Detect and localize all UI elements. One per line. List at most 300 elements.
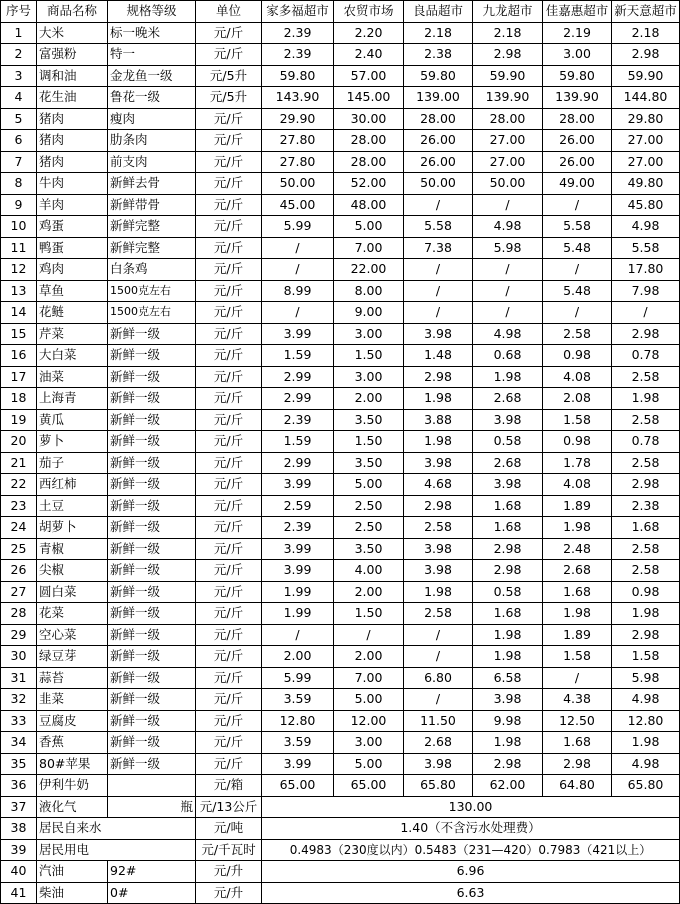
- table-cell: 2.98: [473, 753, 543, 775]
- table-cell: 2.39: [262, 517, 334, 539]
- table-row: [1, 753, 680, 775]
- table-cell: 144.80: [612, 87, 680, 109]
- table-cell: 17: [1, 366, 37, 388]
- table-cell: 标一晚米: [108, 22, 196, 44]
- table-cell: 1.98: [404, 431, 473, 453]
- table-cell: 0.4983（230度以内）0.5483（231—420）0.7983（421以上）: [262, 839, 680, 861]
- table-cell: 5.99: [262, 216, 334, 238]
- table-cell: /: [473, 194, 543, 216]
- table-cell: 2.98: [473, 560, 543, 582]
- table-row: [1, 44, 680, 66]
- table-cell: 26: [1, 560, 37, 582]
- table-cell: 3.99: [262, 753, 334, 775]
- table-cell: 80#苹果: [37, 753, 108, 775]
- table-cell: 花菜: [37, 603, 108, 625]
- table-cell: 139.00: [404, 87, 473, 109]
- table-cell: 2.98: [473, 44, 543, 66]
- table-cell: 3.99: [262, 323, 334, 345]
- table-cell: 元/斤: [196, 452, 262, 474]
- table-cell: 2.98: [612, 474, 680, 496]
- table-cell: 0.98: [612, 581, 680, 603]
- table-cell: 65.80: [612, 775, 680, 797]
- table-cell: 1.78: [543, 452, 612, 474]
- table-cell: 41: [1, 882, 37, 904]
- table-cell: 元/斤: [196, 624, 262, 646]
- table-row: [1, 409, 680, 431]
- table-cell: 居民用电: [37, 839, 196, 861]
- table-cell: 元/斤: [196, 603, 262, 625]
- table-cell: 65.00: [334, 775, 404, 797]
- table-cell: 2.98: [543, 753, 612, 775]
- table-cell: 13: [1, 280, 37, 302]
- table-cell: 5.00: [334, 689, 404, 711]
- table-cell: 3.98: [404, 538, 473, 560]
- table-body: [1, 22, 680, 904]
- table-cell: 0.98: [543, 431, 612, 453]
- table-cell: /: [543, 302, 612, 324]
- table-cell: 1.98: [404, 581, 473, 603]
- table-cell: 元/斤: [196, 173, 262, 195]
- table-cell: 3.59: [262, 689, 334, 711]
- table-cell: 鸡肉: [37, 259, 108, 281]
- table-cell: 新鲜一级: [108, 646, 196, 668]
- table-cell: 27.00: [612, 151, 680, 173]
- table-cell: /: [262, 302, 334, 324]
- table-cell: 35: [1, 753, 37, 775]
- table-cell: 0.58: [473, 431, 543, 453]
- table-cell: 3.00: [334, 732, 404, 754]
- table-cell: 7.38: [404, 237, 473, 259]
- table-cell: 9.00: [334, 302, 404, 324]
- table-cell: 9.98: [473, 710, 543, 732]
- table-cell: 33: [1, 710, 37, 732]
- table-cell: 元/斤: [196, 366, 262, 388]
- table-row: [1, 302, 680, 324]
- table-cell: 5.00: [334, 216, 404, 238]
- table-cell: 1.68: [612, 517, 680, 539]
- table-cell: 芹菜: [37, 323, 108, 345]
- table-cell: 1.68: [473, 603, 543, 625]
- table-cell: 4.98: [612, 689, 680, 711]
- table-cell: 45.00: [262, 194, 334, 216]
- table-cell: 16: [1, 345, 37, 367]
- table-cell: 2.00: [334, 581, 404, 603]
- table-cell: 前支肉: [108, 151, 196, 173]
- table-cell: 元/斤: [196, 108, 262, 130]
- table-cell: 1.98: [543, 603, 612, 625]
- table-cell: 元/升: [196, 882, 262, 904]
- table-cell: 4.00: [334, 560, 404, 582]
- table-cell: 新鲜完整: [108, 237, 196, 259]
- table-cell: 1500克左右: [108, 280, 196, 302]
- table-cell: 2.99: [262, 366, 334, 388]
- table-cell: 2.58: [404, 603, 473, 625]
- table-cell: 12.80: [612, 710, 680, 732]
- table-cell: 4.98: [473, 323, 543, 345]
- table-cell: 28.00: [334, 151, 404, 173]
- table-cell: 胡萝卜: [37, 517, 108, 539]
- table-cell: 36: [1, 775, 37, 797]
- table-cell: 元/斤: [196, 689, 262, 711]
- table-cell: 新鲜一级: [108, 624, 196, 646]
- table-row: [1, 796, 680, 818]
- table-cell: /: [404, 302, 473, 324]
- table-cell: 8.00: [334, 280, 404, 302]
- table-cell: 3.88: [404, 409, 473, 431]
- table-cell: 韭菜: [37, 689, 108, 711]
- table-cell: 2.58: [543, 323, 612, 345]
- table-cell: 1.48: [404, 345, 473, 367]
- table-cell: 元/斤: [196, 732, 262, 754]
- table-cell: 5.58: [543, 216, 612, 238]
- table-cell: 元/斤: [196, 538, 262, 560]
- table-cell: 元/斤: [196, 302, 262, 324]
- table-row: [1, 710, 680, 732]
- table-cell: 1.99: [262, 603, 334, 625]
- table-cell: 5.98: [473, 237, 543, 259]
- table-cell: 7.00: [334, 667, 404, 689]
- table-cell: 49.00: [543, 173, 612, 195]
- table-cell: 液化气: [37, 796, 108, 818]
- table-cell: 1.68: [543, 581, 612, 603]
- table-cell: 白条鸡: [108, 259, 196, 281]
- table-cell: 29: [1, 624, 37, 646]
- table-cell: 4.98: [612, 753, 680, 775]
- table-row: [1, 818, 680, 840]
- table-cell: 1.98: [473, 646, 543, 668]
- table-cell: 1.68: [473, 495, 543, 517]
- table-cell: 57.00: [334, 65, 404, 87]
- table-cell: 元/斤: [196, 151, 262, 173]
- table-cell: 2.58: [612, 452, 680, 474]
- table-cell: 柴油: [37, 882, 108, 904]
- table-cell: 新鲜一级: [108, 753, 196, 775]
- table-cell: 1: [1, 22, 37, 44]
- table-cell: 130.00: [262, 796, 680, 818]
- table-cell: 2.39: [262, 22, 334, 44]
- table-cell: 20: [1, 431, 37, 453]
- table-cell: 2.39: [262, 409, 334, 431]
- table-cell: 茄子: [37, 452, 108, 474]
- table-cell: /: [612, 302, 680, 324]
- table-cell: 元/斤: [196, 194, 262, 216]
- table-cell: 6.58: [473, 667, 543, 689]
- table-cell: 5.99: [262, 667, 334, 689]
- table-cell: 27.00: [612, 130, 680, 152]
- table-cell: 27.80: [262, 151, 334, 173]
- table-cell: /: [543, 667, 612, 689]
- table-cell: 11.50: [404, 710, 473, 732]
- table-cell: 1.98: [612, 388, 680, 410]
- table-cell: 2.19: [543, 22, 612, 44]
- table-cell: 26.00: [404, 151, 473, 173]
- table-cell: 3.50: [334, 538, 404, 560]
- table-cell: 绿豆芽: [37, 646, 108, 668]
- table-row: [1, 237, 680, 259]
- table-row: [1, 775, 680, 797]
- table-cell: 1.98: [612, 603, 680, 625]
- table-cell: 1.68: [473, 517, 543, 539]
- table-cell: 1.50: [334, 431, 404, 453]
- table-cell: 1.89: [543, 495, 612, 517]
- header-cell: 规格等级: [108, 1, 196, 23]
- table-cell: 1.98: [612, 732, 680, 754]
- table-cell: 猪肉: [37, 108, 108, 130]
- table-cell: 元/斤: [196, 581, 262, 603]
- table-cell: 7.00: [334, 237, 404, 259]
- table-cell: 黄瓜: [37, 409, 108, 431]
- header-cell: 单位: [196, 1, 262, 23]
- table-row: [1, 345, 680, 367]
- table-cell: 油菜: [37, 366, 108, 388]
- table-cell: 18: [1, 388, 37, 410]
- table-cell: 1.50: [334, 603, 404, 625]
- table-row: [1, 130, 680, 152]
- table-cell: 1.98: [473, 366, 543, 388]
- table-cell: 2.50: [334, 517, 404, 539]
- table-cell: 28.00: [543, 108, 612, 130]
- table-cell: 元/斤: [196, 753, 262, 775]
- table-cell: 3.50: [334, 409, 404, 431]
- table-cell: 3.98: [404, 452, 473, 474]
- table-cell: 3: [1, 65, 37, 87]
- table-row: [1, 173, 680, 195]
- table-cell: 鸡蛋: [37, 216, 108, 238]
- table-cell: 21: [1, 452, 37, 474]
- table-cell: 3.99: [262, 560, 334, 582]
- table-row: [1, 667, 680, 689]
- header-cell: 序号: [1, 1, 37, 23]
- table-cell: 2: [1, 44, 37, 66]
- table-cell: /: [262, 237, 334, 259]
- table-cell: 29.80: [612, 108, 680, 130]
- table-cell: 30.00: [334, 108, 404, 130]
- table-cell: 羊肉: [37, 194, 108, 216]
- table-cell: 65.80: [404, 775, 473, 797]
- table-row: [1, 560, 680, 582]
- table-cell: 8: [1, 173, 37, 195]
- table-cell: 139.90: [543, 87, 612, 109]
- table-cell: 3.00: [543, 44, 612, 66]
- table-cell: 1500克左右: [108, 302, 196, 324]
- table-cell: 5.48: [543, 280, 612, 302]
- table-row: [1, 216, 680, 238]
- table-cell: 5.98: [612, 667, 680, 689]
- table-cell: 花鲢: [37, 302, 108, 324]
- table-cell: /: [404, 646, 473, 668]
- table-cell: 39: [1, 839, 37, 861]
- table-row: [1, 366, 680, 388]
- table-cell: 1.59: [262, 345, 334, 367]
- table-cell: 12.00: [334, 710, 404, 732]
- table-cell: 大米: [37, 22, 108, 44]
- table-cell: 新鲜一级: [108, 409, 196, 431]
- table-cell: /: [404, 194, 473, 216]
- table-cell: 元/斤: [196, 22, 262, 44]
- table-cell: 元/斤: [196, 409, 262, 431]
- table-cell: /: [473, 280, 543, 302]
- table-cell: 5.58: [612, 237, 680, 259]
- table-cell: 64.80: [543, 775, 612, 797]
- table-cell: 瘦肉: [108, 108, 196, 130]
- table-cell: 19: [1, 409, 37, 431]
- table-cell: 2.58: [612, 409, 680, 431]
- table-row: [1, 732, 680, 754]
- table-cell: 富强粉: [37, 44, 108, 66]
- table-cell: 2.38: [404, 44, 473, 66]
- table-cell: 0.58: [473, 581, 543, 603]
- table-cell: 元/斤: [196, 280, 262, 302]
- table-cell: 新鲜完整: [108, 216, 196, 238]
- table-row: [1, 474, 680, 496]
- table-cell: 1.98: [473, 624, 543, 646]
- table-cell: 15: [1, 323, 37, 345]
- table-cell: 新鲜一级: [108, 581, 196, 603]
- table-cell: 元/箱: [196, 775, 262, 797]
- header-cell: 九龙超市: [473, 1, 543, 23]
- table-cell: 22: [1, 474, 37, 496]
- table-cell: 1.58: [543, 409, 612, 431]
- table-row: [1, 517, 680, 539]
- table-cell: 新鲜一级: [108, 560, 196, 582]
- table-cell: 1.40（不含污水处理费）: [262, 818, 680, 840]
- table-cell: 香蕉: [37, 732, 108, 754]
- table-cell: 1.58: [543, 646, 612, 668]
- table-cell: 新鲜一级: [108, 603, 196, 625]
- table-cell: 139.90: [473, 87, 543, 109]
- table-cell: /: [543, 194, 612, 216]
- table-cell: 4: [1, 87, 37, 109]
- table-cell: 25: [1, 538, 37, 560]
- table-row: [1, 108, 680, 130]
- table-cell: 59.80: [404, 65, 473, 87]
- table-cell: 空心菜: [37, 624, 108, 646]
- table-cell: 12.80: [262, 710, 334, 732]
- table-cell: 金龙鱼一级: [108, 65, 196, 87]
- table-cell: 7.98: [612, 280, 680, 302]
- table-row: [1, 882, 680, 904]
- table-cell: 2.39: [262, 44, 334, 66]
- table-cell: 4.08: [543, 474, 612, 496]
- table-cell: /: [473, 259, 543, 281]
- table-row: [1, 194, 680, 216]
- table-cell: 上海青: [37, 388, 108, 410]
- table-cell: 3.98: [473, 474, 543, 496]
- table-cell: 1.99: [262, 581, 334, 603]
- table-cell: /: [404, 689, 473, 711]
- header-cell: 农贸市场: [334, 1, 404, 23]
- table-cell: 0.98: [543, 345, 612, 367]
- table-cell: 特一: [108, 44, 196, 66]
- table-cell: 2.20: [334, 22, 404, 44]
- table-cell: 1.98: [473, 732, 543, 754]
- table-cell: 6: [1, 130, 37, 152]
- table-row: [1, 280, 680, 302]
- table-cell: 50.00: [473, 173, 543, 195]
- table-cell: 2.58: [612, 538, 680, 560]
- table-cell: [108, 775, 196, 797]
- table-row: [1, 646, 680, 668]
- table-cell: 28.00: [404, 108, 473, 130]
- table-cell: 伊利牛奶: [37, 775, 108, 797]
- table-cell: 2.58: [612, 366, 680, 388]
- header-row: [1, 1, 680, 23]
- table-cell: 59.90: [473, 65, 543, 87]
- table-cell: 1.59: [262, 431, 334, 453]
- table-cell: 元/5升: [196, 65, 262, 87]
- table-row: [1, 495, 680, 517]
- table-cell: 27.80: [262, 130, 334, 152]
- table-cell: 5.00: [334, 753, 404, 775]
- table-cell: 65.00: [262, 775, 334, 797]
- table-cell: 新鲜一级: [108, 689, 196, 711]
- table-row: [1, 624, 680, 646]
- table-cell: 3.98: [404, 323, 473, 345]
- table-cell: 2.00: [334, 646, 404, 668]
- table-cell: 6.96: [262, 861, 680, 883]
- table-cell: 0.68: [473, 345, 543, 367]
- table-cell: 新鲜一级: [108, 366, 196, 388]
- table-cell: 2.58: [612, 560, 680, 582]
- table-row: [1, 538, 680, 560]
- table-cell: 59.80: [262, 65, 334, 87]
- table-cell: 新鲜去骨: [108, 173, 196, 195]
- table-cell: 青椒: [37, 538, 108, 560]
- table-cell: 大白菜: [37, 345, 108, 367]
- table-cell: 瓶: [108, 796, 196, 818]
- table-cell: 5: [1, 108, 37, 130]
- table-cell: 12.50: [543, 710, 612, 732]
- table-cell: 26.00: [543, 130, 612, 152]
- table-cell: 1.58: [612, 646, 680, 668]
- table-cell: 38: [1, 818, 37, 840]
- table-cell: 元/5升: [196, 87, 262, 109]
- table-cell: 牛肉: [37, 173, 108, 195]
- table-cell: 3.99: [262, 538, 334, 560]
- table-cell: 26.00: [404, 130, 473, 152]
- table-cell: 2.99: [262, 388, 334, 410]
- table-cell: 3.98: [473, 689, 543, 711]
- table-cell: 元/斤: [196, 495, 262, 517]
- table-cell: 草鱼: [37, 280, 108, 302]
- table-cell: 调和油: [37, 65, 108, 87]
- table-cell: 48.00: [334, 194, 404, 216]
- table-cell: 34: [1, 732, 37, 754]
- table-cell: 1.50: [334, 345, 404, 367]
- table-cell: 40: [1, 861, 37, 883]
- table-cell: 4.68: [404, 474, 473, 496]
- table-cell: 27: [1, 581, 37, 603]
- table-cell: 新鲜一级: [108, 517, 196, 539]
- table-cell: 新鲜一级: [108, 323, 196, 345]
- table-cell: 新鲜一级: [108, 388, 196, 410]
- header-cell: 家多福超市: [262, 1, 334, 23]
- table-cell: 28.00: [334, 130, 404, 152]
- table-cell: 4.08: [543, 366, 612, 388]
- table-cell: 45.80: [612, 194, 680, 216]
- table-cell: 10: [1, 216, 37, 238]
- table-cell: /: [404, 259, 473, 281]
- table-cell: 元/吨: [196, 818, 262, 840]
- table-cell: 14: [1, 302, 37, 324]
- table-cell: 3.00: [334, 366, 404, 388]
- table-cell: /: [543, 259, 612, 281]
- table-cell: 2.68: [473, 452, 543, 474]
- table-cell: /: [262, 259, 334, 281]
- table-cell: 2.98: [612, 323, 680, 345]
- table-row: [1, 839, 680, 861]
- header-cell: 商品名称: [37, 1, 108, 23]
